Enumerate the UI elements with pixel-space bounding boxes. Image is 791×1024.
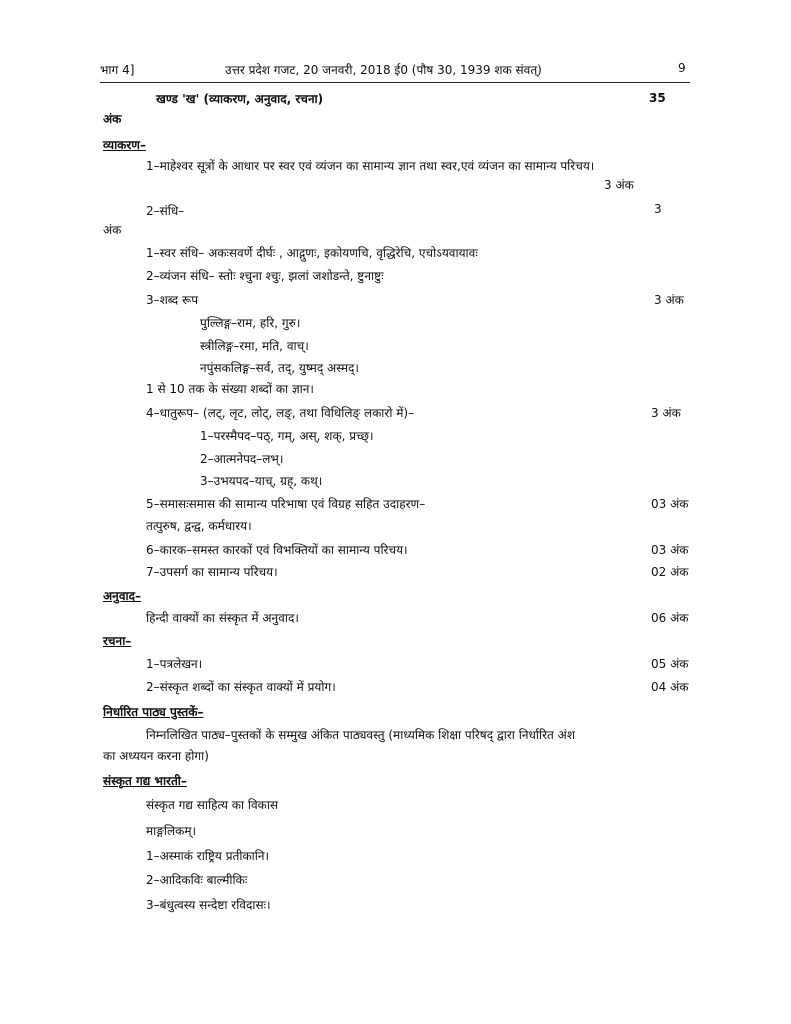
vyanjan-sandhi: 2–व्यंजन संधि– स्तोः श्चुना श्चुः, झलां जशोडन्ते, ष्टुनाष्टुः <box>146 269 384 283</box>
grammar-item-3-marks: 3 अंक <box>654 293 684 307</box>
grammar-item-5: 5–समासःसमास की सामान्य परिभाषा एवं विग्रह सहित उदाहरण– <box>146 497 426 511</box>
translation-text: हिन्दी वाक्यों का संस्कृत में अनुवाद। <box>146 611 299 625</box>
translation-marks: 06 अंक <box>651 611 689 625</box>
grammar-item-6: 6–कारक–समस्त कारकों एवं विभक्तियों का सामान्य परिचय। <box>146 543 408 557</box>
grammar-item-3: 3–शब्द रूप <box>146 293 199 307</box>
books-line-1: निम्नलिखित पाठ्य–पुस्तकों के सम्मुख अंकित पाठ्यवस्तु (माध्यमिक शिक्षा परिषद् द्वारा निर्धारित अंश <box>146 728 575 742</box>
books-heading: निर्धारित पाठ्य पुस्तकें– <box>103 705 204 719</box>
page-number: 9 <box>678 61 686 75</box>
composition-item-1: 1–पत्रलेखन। <box>146 657 203 671</box>
parasmaipada: 1–परस्मैपद–पठ्, गम्, अस्, शक्, प्रच्छ्। <box>200 429 374 443</box>
grammar-item-6-marks: 03 अंक <box>651 543 689 557</box>
section-marks-label: अंक <box>103 112 122 126</box>
translation-heading: अनुवाद– <box>103 589 141 603</box>
books-line-2: का अध्ययन करना होगा) <box>103 749 209 763</box>
gadya-line-3: 1–अस्माकं राष्ट्रिय प्रतीकानि। <box>146 849 270 863</box>
grammar-item-5-marks: 03 अंक <box>651 497 689 511</box>
grammar-item-1: 1–माहेश्वर सूत्रों के आधार पर स्वर एवं व्यंजन का सामान्य ज्ञान तथा स्वर,एवं व्यंजन का सामान्य परिचय। <box>146 159 595 173</box>
composition-heading: रचना– <box>103 634 132 648</box>
grammar-heading: व्याकरण– <box>103 138 146 152</box>
grammar-item-2-marks-label: अंक <box>103 223 122 237</box>
header-part: भाग 4] <box>100 63 135 77</box>
header-divider <box>100 82 690 83</box>
grammar-item-2: 2–संधि– <box>146 204 185 218</box>
composition-item-2-marks: 04 अंक <box>651 680 689 694</box>
atmanepada: 2–आत्मनेपद–लभ्। <box>200 452 284 466</box>
napunsak-forms: नपुंसकलिङ्ग–सर्व, तद्, युष्मद् अस्मद्। <box>200 361 359 375</box>
swar-sandhi: 1–स्वर संधि– अकःसवर्णे दीर्घः , आद्गुणः, इकोयणचि, वृद्धिरेचि, एचोऽयवायावः <box>146 246 478 260</box>
ubhayapada: 3–उभयपद–याच्, ग्रह्, कथ्। <box>200 474 323 488</box>
grammar-item-4-marks: 3 अंक <box>651 406 681 420</box>
grammar-item-4: 4–धातुरूप– (लट्, लृट, लोट्, लङ्, तथा विधिलिङ् लकारो में)– <box>146 406 415 420</box>
gadya-heading: संस्कृत गद्य भारती– <box>103 774 187 788</box>
composition-item-2: 2–संस्कृत शब्दों का संस्कृत वाक्यों में प्रयोग। <box>146 680 336 694</box>
grammar-item-5-sub: तत्पुरुष, द्वन्द्व, कर्मधारय। <box>146 519 252 533</box>
section-title: खण्ड 'ख' (व्याकरण, अनुवाद, रचना) <box>156 92 324 106</box>
gadya-line-4: 2–आदिकविः बाल्मीकिः <box>146 873 248 887</box>
gadya-line-1: संस्कृत गद्य साहित्य का विकास <box>146 798 279 812</box>
composition-item-1-marks: 05 अंक <box>651 657 689 671</box>
number-words: 1 से 10 तक के संख्या शब्दों का ज्ञान। <box>146 382 314 396</box>
pulling-forms: पुल्लिङ्ग–राम, हरि, गुरु। <box>200 316 301 330</box>
section-total-marks: 35 <box>649 91 666 105</box>
gazette-title: उत्तर प्रदेश गजट, 20 जनवरी, 2018 ई0 (पौष 30, 1939 शक संवत्) <box>225 63 542 77</box>
grammar-item-2-marks: 3 <box>654 202 662 216</box>
gadya-line-2: माङ्गलिकम्। <box>146 824 197 838</box>
gadya-line-5: 3–बंधुत्वस्य सन्देष्टा रविदासः। <box>146 898 271 912</box>
grammar-item-7: 7–उपसर्ग का सामान्य परिचय। <box>146 565 278 579</box>
striling-forms: स्त्रीलिङ्ग–रमा, मति, वाच्। <box>200 339 309 353</box>
grammar-item-7-marks: 02 अंक <box>651 565 689 579</box>
grammar-item-1-marks: 3 अंक <box>604 178 634 192</box>
